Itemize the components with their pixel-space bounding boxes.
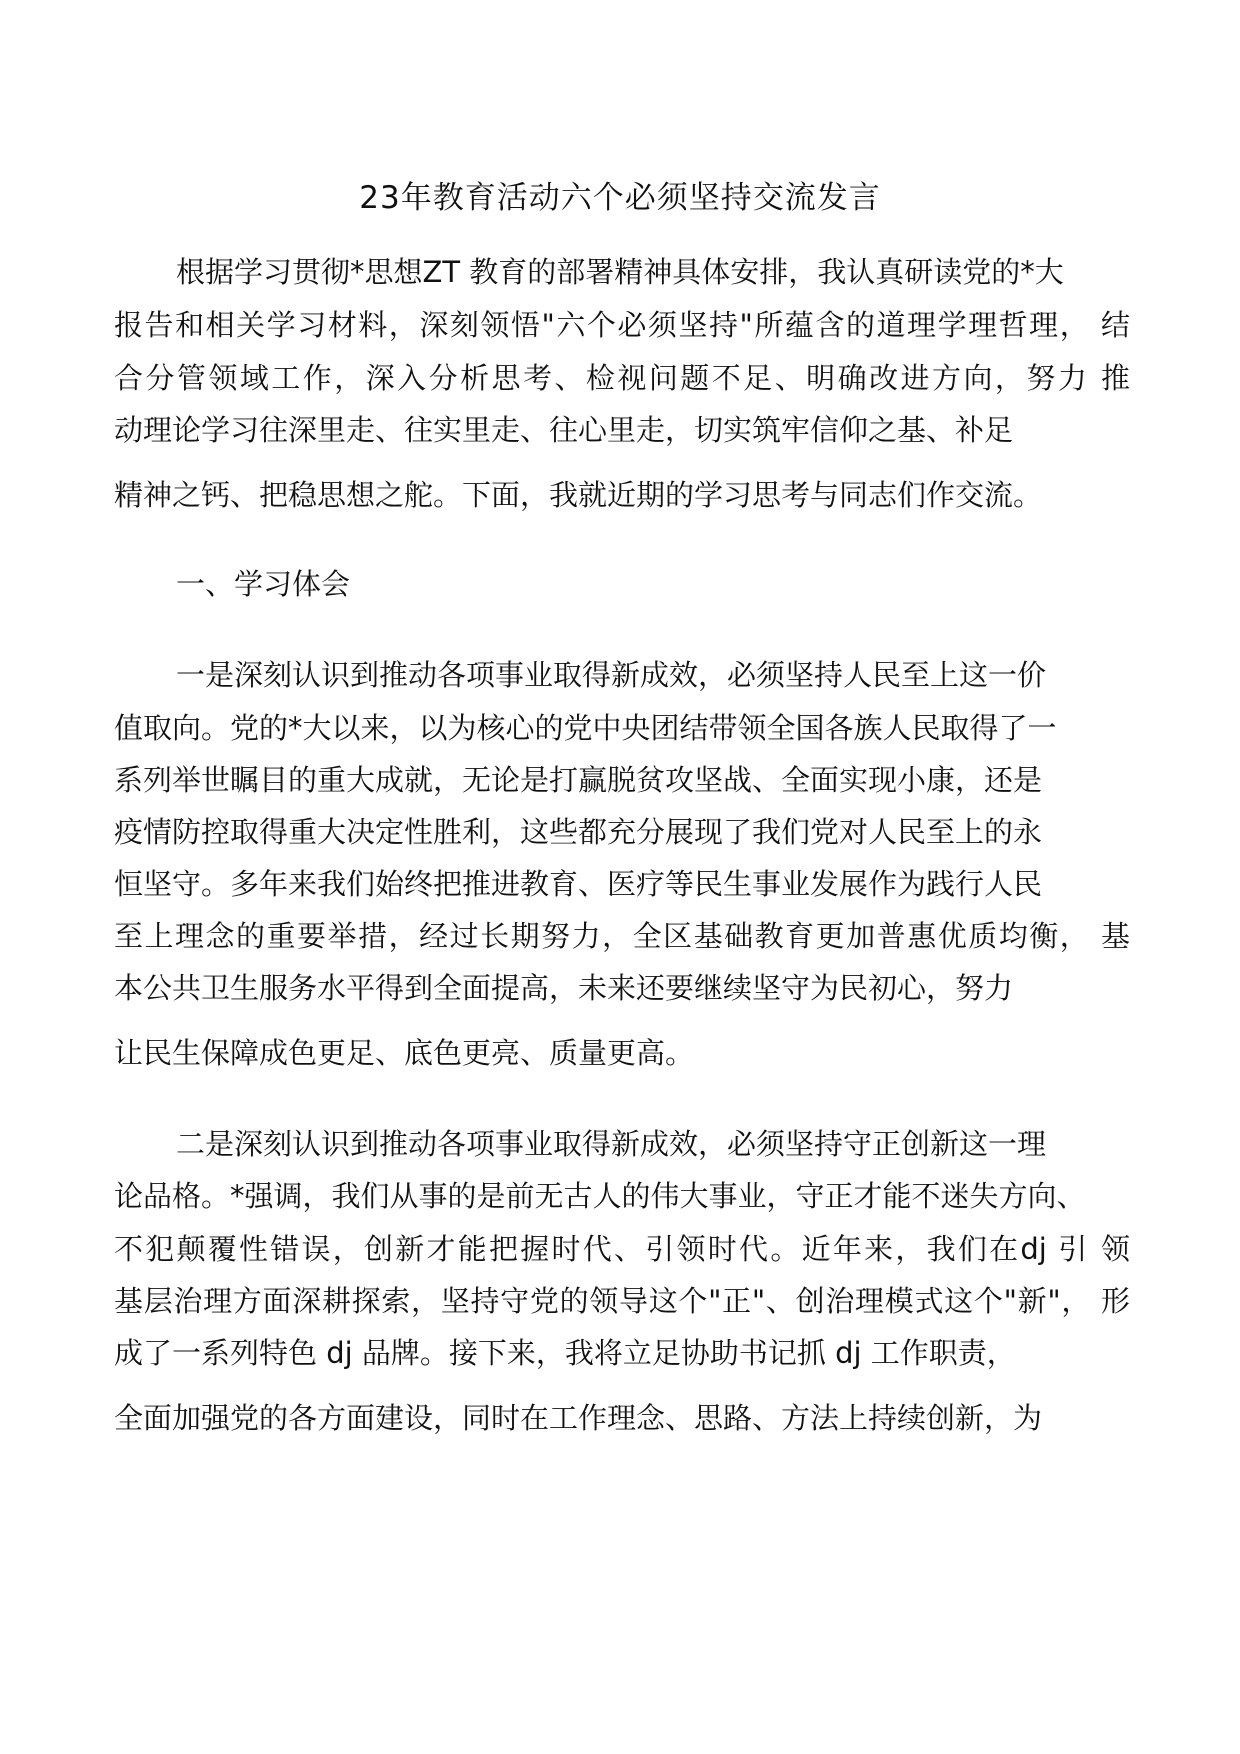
paragraph-line: 二是深刻认识到推动各项事业取得新成效，必须坚持守正创新这一理 [176,1127,1047,1161]
paragraph-line: 值取向。党的*大以来，以为核心的党中央团结带领全国各族人民取得了一 [114,711,1057,745]
paragraph-line: 论品格。*强调，我们从事的是前无古人的伟大事业，守正才能不迷失方向、 [114,1179,1086,1213]
paragraph-line: 精神之钙、把稳思想之舵。下面，我就近期的学习思考与同志们作交流。 [114,478,1043,512]
paragraph-line: 至上理念的重要举措，经过长期努力，全区基础教育更加普惠优质均衡， 基 [114,919,1130,953]
paragraph-line: 本公共卫生服务水平得到全面提高，未来还要继续坚守为民初心，努力 [114,971,1014,1005]
paragraph-line: 疫情防控取得重大决定性胜利，这些都充分展现了我们党对人民至上的永 [114,815,1043,849]
paragraph-line: 动理论学习往深里走、往实里走、往心里走，切实筑牢信仰之基、补足 [114,413,1014,447]
paragraph-line: 不犯颠覆性错误，创新才能把握时代、引领时代。近年来，我们在dj 引 领 [114,1232,1130,1266]
paragraph-line: 系列举世瞩目的重大成就，无论是打赢脱贫攻坚战、全面实现小康，还是 [114,763,1043,797]
paragraph-line: 让民生保障成色更足、底色更亮、质量更高。 [114,1036,695,1070]
paragraph-line: 合分管领域工作，深入分析思考、检视问题不足、明确改进方向，努力 推 [114,361,1130,395]
paragraph-line: 根据学习贯彻*思想ZT 教育的部署精神具体安排，我认真研读党的*大 [176,255,1064,289]
paragraph-line: 全面加强党的各方面建设，同时在工作理念、思路、方法上持续创新，为 [114,1401,1043,1435]
section-heading: 一、学习体会 [176,567,351,601]
paragraph-line: 成了一系列特色 dj 品牌。接下来，我将立足协助书记抓 dj 工作职责， [114,1336,1016,1370]
paragraph-line: 恒坚守。多年来我们始终把推进教育、医疗等民生事业发展作为践行人民 [114,867,1043,901]
paragraph-line: 基层治理方面深耕探索，坚持守党的领导这个"正"、创治理模式这个"新"， 形 [114,1284,1130,1318]
document-title: 23年教育活动六个必须坚持交流发言 [359,180,881,216]
paragraph-line: 一是深刻认识到推动各项事业取得新成效，必须坚持人民至上这一价 [176,658,1047,692]
paragraph-line: 报告和相关学习材料，深刻领悟"六个必须坚持"所蕴含的道理学理哲理， 结 [114,308,1130,342]
